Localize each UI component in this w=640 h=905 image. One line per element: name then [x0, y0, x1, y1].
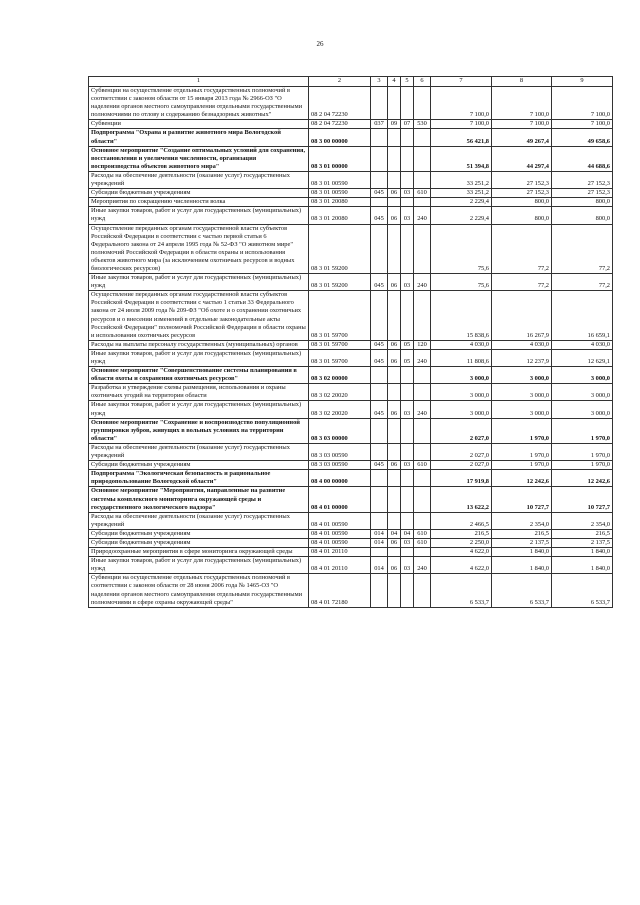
amount-year1-cell: 51 394,8: [431, 146, 492, 171]
subsection-cell: 03: [401, 461, 414, 470]
subsection-cell: [401, 367, 414, 384]
target-code-cell: 08 3 01 00590: [309, 171, 371, 188]
expense-type-cell: 240: [414, 274, 431, 291]
subsection-cell: 03: [401, 274, 414, 291]
amount-year2-cell: 7 100,0: [492, 120, 552, 129]
amount-year3-cell: 7 100,0: [552, 87, 613, 120]
amount-year2-cell: 1 970,0: [492, 418, 552, 443]
grbs-cell: [371, 224, 388, 274]
expense-type-cell: [414, 443, 431, 460]
row-name-cell: Иные закупки товаров, работ и услуг для государственных (муниципальных) нужд: [89, 274, 309, 291]
subsection-cell: 03: [401, 207, 414, 224]
subsection-cell: [401, 87, 414, 120]
table-row: [89, 146, 613, 171]
table-row: [89, 470, 613, 487]
section-cell: [388, 418, 401, 443]
row-name-cell: Субсидии бюджетным учреждениям: [89, 529, 309, 538]
target-code-cell: 08 2 04 72230: [309, 120, 371, 129]
amount-year3-cell: 7 100,0: [552, 120, 613, 129]
amount-year2-cell: 1 970,0: [492, 443, 552, 460]
row-name-cell: Субсидии бюджетным учреждениям: [89, 538, 309, 547]
amount-year3-cell: 1 840,0: [552, 548, 613, 557]
amount-year1-cell: 4 622,0: [431, 557, 492, 574]
amount-year3-cell: 216,5: [552, 529, 613, 538]
subsection-cell: [401, 129, 414, 146]
target-code-cell: 08 4 01 20110: [309, 548, 371, 557]
amount-year1-cell: 75,6: [431, 224, 492, 274]
amount-year3-cell: 1 970,0: [552, 418, 613, 443]
amount-year3-cell: 27 152,3: [552, 189, 613, 198]
header-cell: 2: [309, 77, 371, 87]
section-cell: [388, 443, 401, 460]
amount-year1-cell: 4 030,0: [431, 340, 492, 349]
grbs-cell: [371, 487, 388, 512]
table-row: [89, 87, 613, 120]
subsection-cell: 05: [401, 340, 414, 349]
amount-year3-cell: 1 840,0: [552, 557, 613, 574]
subsection-cell: 03: [401, 401, 414, 418]
grbs-cell: [371, 548, 388, 557]
amount-year3-cell: 3 000,0: [552, 401, 613, 418]
table-row: [89, 529, 613, 538]
amount-year1-cell: 7 100,0: [431, 87, 492, 120]
row-name-cell: Основное мероприятие "Совершенствование системы планирования в области охоты и сохранения охотничьих ресурсов": [89, 367, 309, 384]
amount-year3-cell: 49 658,6: [552, 129, 613, 146]
grbs-cell: 045: [371, 189, 388, 198]
amount-year1-cell: 11 808,6: [431, 349, 492, 366]
expense-type-cell: [414, 146, 431, 171]
subsection-cell: [401, 470, 414, 487]
amount-year2-cell: 6 533,7: [492, 574, 552, 607]
grbs-cell: [371, 367, 388, 384]
amount-year1-cell: 216,5: [431, 529, 492, 538]
grbs-cell: 014: [371, 557, 388, 574]
subsection-cell: 03: [401, 189, 414, 198]
target-code-cell: 08 3 03 00590: [309, 443, 371, 460]
amount-year1-cell: 15 838,6: [431, 291, 492, 341]
target-code-cell: 08 3 02 20020: [309, 384, 371, 401]
amount-year2-cell: 2 137,5: [492, 538, 552, 547]
target-code-cell: 08 3 02 20020: [309, 401, 371, 418]
amount-year1-cell: 33 251,2: [431, 189, 492, 198]
expense-type-cell: [414, 574, 431, 607]
section-cell: [388, 384, 401, 401]
amount-year2-cell: 16 267,9: [492, 291, 552, 341]
amount-year2-cell: 216,5: [492, 529, 552, 538]
amount-year2-cell: 27 152,3: [492, 171, 552, 188]
amount-year2-cell: 1 840,0: [492, 557, 552, 574]
amount-year1-cell: 13 622,2: [431, 487, 492, 512]
table-row: [89, 129, 613, 146]
amount-year3-cell: 6 533,7: [552, 574, 613, 607]
amount-year2-cell: 1 970,0: [492, 461, 552, 470]
table-row: [89, 171, 613, 188]
row-name-cell: Основное мероприятие "Мероприятия, направленные на развитие системы комплексного мониторинга окружающей среды и государственного экологического надзора": [89, 487, 309, 512]
amount-year2-cell: 10 727,7: [492, 487, 552, 512]
amount-year3-cell: 1 970,0: [552, 443, 613, 460]
header-cell: 7: [431, 77, 492, 87]
table-row: [89, 487, 613, 512]
section-cell: [388, 574, 401, 607]
subsection-cell: 03: [401, 538, 414, 547]
subsection-cell: [401, 224, 414, 274]
section-cell: 09: [388, 120, 401, 129]
budget-table: [88, 76, 613, 608]
amount-year3-cell: 3 000,0: [552, 367, 613, 384]
row-name-cell: Расходы на обеспечение деятельности (оказание услуг) государственных учреждений: [89, 443, 309, 460]
grbs-cell: 014: [371, 529, 388, 538]
target-code-cell: 08 3 01 20080: [309, 198, 371, 207]
subsection-cell: [401, 418, 414, 443]
row-name-cell: Разработка и утверждение схемы размещения, использования и охраны охотничьих угодий на территории области: [89, 384, 309, 401]
amount-year3-cell: 77,2: [552, 224, 613, 274]
amount-year2-cell: 12 242,6: [492, 470, 552, 487]
expense-type-cell: [414, 487, 431, 512]
expense-type-cell: [414, 512, 431, 529]
target-code-cell: 08 3 01 59200: [309, 224, 371, 274]
row-name-cell: Иные закупки товаров, работ и услуг для государственных (муниципальных) нужд: [89, 557, 309, 574]
header-cell: 8: [492, 77, 552, 87]
expense-type-cell: [414, 367, 431, 384]
grbs-cell: [371, 470, 388, 487]
expense-type-cell: 610: [414, 538, 431, 547]
section-cell: [388, 291, 401, 341]
row-name-cell: Основное мероприятие "Сохранение и воспроизводство популяционной группировки зубров, живущих в вольных условиях на территории области": [89, 418, 309, 443]
section-cell: [388, 171, 401, 188]
amount-year2-cell: 800,0: [492, 198, 552, 207]
amount-year1-cell: 75,6: [431, 274, 492, 291]
amount-year3-cell: 2 137,5: [552, 538, 613, 547]
target-code-cell: 08 2 04 72230: [309, 87, 371, 120]
expense-type-cell: [414, 418, 431, 443]
amount-year3-cell: 800,0: [552, 207, 613, 224]
subsection-cell: 04: [401, 529, 414, 538]
amount-year1-cell: 17 919,8: [431, 470, 492, 487]
amount-year2-cell: 77,2: [492, 224, 552, 274]
table-row: [89, 384, 613, 401]
amount-year2-cell: 27 152,3: [492, 189, 552, 198]
header-cell: 6: [414, 77, 431, 87]
section-cell: 06: [388, 189, 401, 198]
expense-type-cell: [414, 129, 431, 146]
subsection-cell: [401, 384, 414, 401]
grbs-cell: [371, 291, 388, 341]
amount-year1-cell: 3 000,0: [431, 367, 492, 384]
expense-type-cell: 240: [414, 557, 431, 574]
subsection-cell: [401, 487, 414, 512]
target-code-cell: 08 4 01 20110: [309, 557, 371, 574]
expense-type-cell: [414, 470, 431, 487]
amount-year2-cell: 12 237,9: [492, 349, 552, 366]
table-row: [89, 443, 613, 460]
section-cell: 06: [388, 401, 401, 418]
amount-year2-cell: 2 354,0: [492, 512, 552, 529]
amount-year2-cell: 3 000,0: [492, 401, 552, 418]
expense-type-cell: 240: [414, 349, 431, 366]
target-code-cell: 08 3 01 59700: [309, 340, 371, 349]
grbs-cell: 045: [371, 274, 388, 291]
expense-type-cell: 610: [414, 189, 431, 198]
grbs-cell: [371, 171, 388, 188]
amount-year2-cell: 7 100,0: [492, 87, 552, 120]
row-name-cell: Иные закупки товаров, работ и услуг для государственных (муниципальных) нужд: [89, 349, 309, 366]
amount-year1-cell: 33 251,2: [431, 171, 492, 188]
row-name-cell: Субсидии бюджетным учреждениям: [89, 189, 309, 198]
amount-year1-cell: 2 229,4: [431, 198, 492, 207]
grbs-cell: [371, 146, 388, 171]
grbs-cell: 045: [371, 340, 388, 349]
row-name-cell: Расходы на обеспечение деятельности (оказание услуг) государственных учреждений: [89, 171, 309, 188]
amount-year2-cell: 1 840,0: [492, 548, 552, 557]
table-row: [89, 198, 613, 207]
amount-year3-cell: 77,2: [552, 274, 613, 291]
expense-type-cell: [414, 291, 431, 341]
table-row: [89, 207, 613, 224]
row-name-cell: Субвенции: [89, 120, 309, 129]
subsection-cell: [401, 291, 414, 341]
row-name-cell: Иные закупки товаров, работ и услуг для государственных (муниципальных) нужд: [89, 401, 309, 418]
amount-year3-cell: 1 970,0: [552, 461, 613, 470]
amount-year1-cell: 6 533,7: [431, 574, 492, 607]
table-row: [89, 189, 613, 198]
table-row: [89, 538, 613, 547]
table-row: [89, 461, 613, 470]
amount-year2-cell: 4 030,0: [492, 340, 552, 349]
grbs-cell: 037: [371, 120, 388, 129]
expense-type-cell: [414, 171, 431, 188]
subsection-cell: [401, 171, 414, 188]
table-row: [89, 367, 613, 384]
amount-year1-cell: 2 027,0: [431, 461, 492, 470]
header-row: [89, 77, 613, 87]
section-cell: [388, 470, 401, 487]
amount-year3-cell: 4 030,0: [552, 340, 613, 349]
amount-year1-cell: 2 027,0: [431, 443, 492, 460]
expense-type-cell: 610: [414, 529, 431, 538]
amount-year3-cell: 800,0: [552, 198, 613, 207]
amount-year3-cell: 12 242,6: [552, 470, 613, 487]
expense-type-cell: [414, 198, 431, 207]
subsection-cell: 03: [401, 557, 414, 574]
target-code-cell: 08 3 01 00590: [309, 189, 371, 198]
header-cell: 5: [401, 77, 414, 87]
section-cell: [388, 198, 401, 207]
grbs-cell: [371, 198, 388, 207]
amount-year3-cell: 3 000,0: [552, 384, 613, 401]
target-code-cell: 08 3 03 00000: [309, 418, 371, 443]
amount-year2-cell: 77,2: [492, 274, 552, 291]
target-code-cell: 08 3 02 00000: [309, 367, 371, 384]
amount-year1-cell: 3 000,0: [431, 401, 492, 418]
grbs-cell: 045: [371, 401, 388, 418]
expense-type-cell: [414, 224, 431, 274]
amount-year2-cell: 3 000,0: [492, 384, 552, 401]
grbs-cell: 045: [371, 461, 388, 470]
expense-type-cell: [414, 548, 431, 557]
target-code-cell: 08 3 03 00590: [309, 461, 371, 470]
section-cell: [388, 87, 401, 120]
section-cell: [388, 512, 401, 529]
table-row: [89, 512, 613, 529]
section-cell: [388, 146, 401, 171]
row-name-cell: Осуществление переданных органам государственной власти субъектов Российской Федерации в соответствии с частью первой статьи 6 Федерального закона от 24 апреля 1995 года № 52-ФЗ "О животном мире" полномочий Российской Федерации в области охраны и использования объектов животного мира (за исключением охотничьих ресурсов и водных биологических ресурсов): [89, 224, 309, 274]
subsection-cell: [401, 198, 414, 207]
table-row: [89, 418, 613, 443]
table-row: [89, 349, 613, 366]
grbs-cell: [371, 512, 388, 529]
header-cell: 9: [552, 77, 613, 87]
row-name-cell: Субсидии бюджетным учреждениям: [89, 461, 309, 470]
table-row: [89, 557, 613, 574]
table-row: [89, 340, 613, 349]
section-cell: 06: [388, 557, 401, 574]
grbs-cell: [371, 384, 388, 401]
subsection-cell: 07: [401, 120, 414, 129]
row-name-cell: Субвенции на осуществление отдельных государственных полномочий в соответствии с законом области от 15 января 2013 года № 2966-ОЗ "О наделении органов местного самоуправления отдельными государственными полномочиями по отлову и содержанию безнадзорных животных": [89, 87, 309, 120]
expense-type-cell: [414, 384, 431, 401]
grbs-cell: [371, 443, 388, 460]
section-cell: [388, 548, 401, 557]
amount-year2-cell: 44 297,4: [492, 146, 552, 171]
grbs-cell: 045: [371, 349, 388, 366]
page-number: 26: [316, 40, 324, 48]
target-code-cell: 08 3 01 59200: [309, 274, 371, 291]
target-code-cell: 08 3 01 59700: [309, 349, 371, 366]
amount-year2-cell: 3 000,0: [492, 367, 552, 384]
amount-year1-cell: 2 229,4: [431, 207, 492, 224]
amount-year1-cell: 2 466,5: [431, 512, 492, 529]
section-cell: 06: [388, 207, 401, 224]
amount-year2-cell: 800,0: [492, 207, 552, 224]
grbs-cell: 045: [371, 207, 388, 224]
row-name-cell: Субвенции на осуществление отдельных государственных полномочий в соответствии с законом области от 28 июня 2006 года № 1465-ОЗ "О наделении органов местного самоуправления отдельными государственными полномочиями в сфере охраны окружающей среды": [89, 574, 309, 607]
expense-type-cell: 610: [414, 461, 431, 470]
row-name-cell: Расходы на выплаты персоналу государственных (муниципальных) органов: [89, 340, 309, 349]
target-code-cell: 08 4 01 72180: [309, 574, 371, 607]
subsection-cell: 05: [401, 349, 414, 366]
row-name-cell: Осуществление переданных органам государственной власти субъектов Российской Федерации в соответствии с частью 1 статьи 33 Федерального закона от 24 июля 2009 года № 209-ФЗ "Об охоте и о сохранении охотничьих ресурсов и о внесении изменений в отдельные законодательные акты Российской Федерации" полномочий Российской Федерации в области охраны и использования охотничьих ресурсов: [89, 291, 309, 341]
amount-year1-cell: 4 622,0: [431, 548, 492, 557]
subsection-cell: [401, 146, 414, 171]
table-row: [89, 401, 613, 418]
section-cell: 06: [388, 274, 401, 291]
grbs-cell: [371, 87, 388, 120]
row-name-cell: Подпрограмма "Охрана и развитие животного мира Вологодской области": [89, 129, 309, 146]
section-cell: [388, 367, 401, 384]
subsection-cell: [401, 548, 414, 557]
expense-type-cell: 240: [414, 207, 431, 224]
target-code-cell: 08 4 01 00590: [309, 512, 371, 529]
amount-year3-cell: 2 354,0: [552, 512, 613, 529]
section-cell: [388, 129, 401, 146]
table-row: [89, 274, 613, 291]
amount-year1-cell: 3 000,0: [431, 384, 492, 401]
row-name-cell: Иные закупки товаров, работ и услуг для государственных (муниципальных) нужд: [89, 207, 309, 224]
header-cell: 3: [371, 77, 388, 87]
header-cell: 4: [388, 77, 401, 87]
section-cell: 06: [388, 461, 401, 470]
target-code-cell: 08 3 01 59700: [309, 291, 371, 341]
expense-type-cell: 120: [414, 340, 431, 349]
section-cell: [388, 487, 401, 512]
amount-year1-cell: 7 100,0: [431, 120, 492, 129]
grbs-cell: 014: [371, 538, 388, 547]
grbs-cell: [371, 418, 388, 443]
row-name-cell: Основное мероприятие "Создание оптимальных условий для сохранения, восстановления и увеличения численности, организация воспроизводства объектов животного мира": [89, 146, 309, 171]
table-row: [89, 120, 613, 129]
row-name-cell: Мероприятия по сокращению численности волка: [89, 198, 309, 207]
target-code-cell: 08 3 01 00000: [309, 146, 371, 171]
table-row: [89, 291, 613, 341]
section-cell: 04: [388, 529, 401, 538]
row-name-cell: Природоохранные мероприятия в сфере мониторинга окружающей среды: [89, 548, 309, 557]
expense-type-cell: 530: [414, 120, 431, 129]
target-code-cell: 08 4 01 00590: [309, 529, 371, 538]
target-code-cell: 08 4 00 00000: [309, 470, 371, 487]
row-name-cell: Подпрограмма "Экологическая безопасность и рациональное природопользование Вологодской области": [89, 470, 309, 487]
table-row: [89, 574, 613, 607]
target-code-cell: 08 3 01 20080: [309, 207, 371, 224]
grbs-cell: [371, 129, 388, 146]
target-code-cell: 08 3 00 00000: [309, 129, 371, 146]
grbs-cell: [371, 574, 388, 607]
row-name-cell: Расходы на обеспечение деятельности (оказание услуг) государственных учреждений: [89, 512, 309, 529]
expense-type-cell: [414, 87, 431, 120]
amount-year1-cell: 2 027,0: [431, 418, 492, 443]
amount-year1-cell: 2 250,0: [431, 538, 492, 547]
subsection-cell: [401, 574, 414, 607]
section-cell: 06: [388, 538, 401, 547]
amount-year3-cell: 10 727,7: [552, 487, 613, 512]
table-row: [89, 548, 613, 557]
table-row: [89, 224, 613, 274]
target-code-cell: 08 4 01 00590: [309, 538, 371, 547]
amount-year3-cell: 16 659,1: [552, 291, 613, 341]
amount-year3-cell: 12 629,1: [552, 349, 613, 366]
amount-year3-cell: 27 152,3: [552, 171, 613, 188]
subsection-cell: [401, 443, 414, 460]
header-cell: 1: [89, 77, 309, 87]
section-cell: 06: [388, 340, 401, 349]
section-cell: 06: [388, 349, 401, 366]
subsection-cell: [401, 512, 414, 529]
section-cell: [388, 224, 401, 274]
expense-type-cell: 240: [414, 401, 431, 418]
amount-year2-cell: 49 267,4: [492, 129, 552, 146]
amount-year3-cell: 44 688,6: [552, 146, 613, 171]
target-code-cell: 08 4 01 00000: [309, 487, 371, 512]
amount-year1-cell: 56 421,8: [431, 129, 492, 146]
